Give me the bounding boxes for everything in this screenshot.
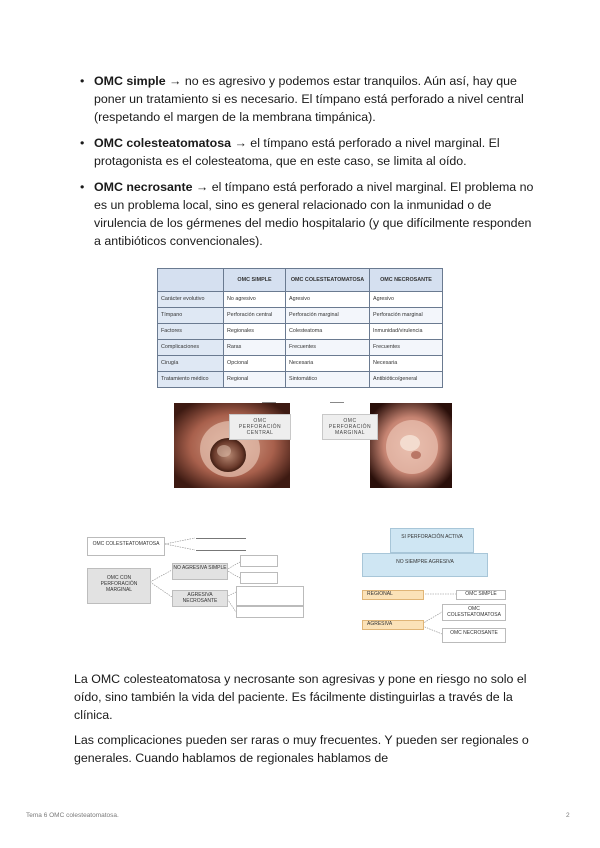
- table-cell: Inmunidad/virulencia: [370, 324, 443, 340]
- diagram-box-simple: NO AGRESIVA SIMPLE: [172, 563, 228, 580]
- table-cell: No agresivo: [224, 292, 286, 308]
- table-cell: Perforación marginal: [370, 308, 443, 324]
- table-header-cell: OMC SIMPLE: [224, 269, 286, 292]
- table-header-cell: OMC NECROSANTE: [370, 269, 443, 292]
- table-cell: Perforación marginal: [286, 308, 370, 324]
- bullet-icon: •: [80, 74, 85, 88]
- photo-label-central: OMC PERFORACIÓN CENTRAL: [229, 414, 291, 440]
- table-row-header: Complicaciones: [158, 340, 224, 356]
- diagram-box-marginal: OMC CON PERFORACIÓN MARGINAL: [87, 568, 151, 604]
- paragraph-agresivas: La OMC colesteatomatosa y necrosante son agresivas y pone en riesgo no solo el oído, sino también la vida del paciente. Es fácilmente distinguirlas a través de la clínica.: [74, 672, 527, 722]
- table-cell: Agresivo: [370, 292, 443, 308]
- table-row-header: Factores: [158, 324, 224, 340]
- table-cell: Sintomático: [286, 372, 370, 388]
- table-cell: Perforación central: [224, 308, 286, 324]
- page-number: 2: [566, 812, 570, 819]
- table-cell: Frecuentes: [286, 340, 370, 356]
- diagram-box-omc-simple: OMC SIMPLE: [456, 590, 506, 600]
- table-cell: Raras: [224, 340, 286, 356]
- diagram-box-agresiva: AGRESIVA: [362, 620, 424, 630]
- bullet-icon: •: [80, 136, 85, 150]
- table-cell: Colesteatoma: [286, 324, 370, 340]
- paragraph-complicaciones: Las complicaciones pueden ser raras o muy frecuentes. Y pueden ser regionales o generales. Cuando hablamos de regionales hablamos de: [74, 733, 529, 765]
- diagram-box-no-siempre-agresiva: NO SIEMPRE AGRESIVA: [362, 553, 488, 577]
- diagram-box-necrosante: AGRESIVA NECROSANTE: [172, 590, 228, 607]
- desc-omc-necrosante: → el tímpano está perforado a nivel marginal. El problema no es un problema local, sino es general relacionado con la inmunidad o de virulencia de los gérmenes del medio hospitalario (y que difícilmente responden a antibióticos convencionales).: [94, 180, 534, 248]
- bullet-icon: •: [80, 180, 85, 194]
- diagram-box-regional: REGIONAL: [362, 590, 424, 600]
- table-cell: Regional: [224, 372, 286, 388]
- term-omc-simple: OMC simple: [94, 74, 166, 88]
- table-row-header: Carácter evolutivo: [158, 292, 224, 308]
- table-cell: Frecuentes: [370, 340, 443, 356]
- table-cell: Agresivo: [286, 292, 370, 308]
- table-cell: Opcional: [224, 356, 286, 372]
- table-cell: Necesaria: [286, 356, 370, 372]
- desc-omc-colesteatomatosa: → el tímpano está perforado a nivel marginal. El protagonista es el colesteatoma, que en este caso, se limita al oído.: [94, 136, 500, 168]
- table-cell: Antibiótico/general: [370, 372, 443, 388]
- desc-omc-simple: → no es agresivo y podemos estar tranquilos. Aún así, hay que poner un tratamiento si es necesario. El tímpano está perforado a nivel central (respetando el margen de la membrana timpánica).: [94, 74, 524, 124]
- table-cell: Regionales: [224, 324, 286, 340]
- term-omc-necrosante: OMC necrosante: [94, 180, 193, 194]
- diagram-box-colesteatomatosa: OMC COLESTEATOMATOSA: [87, 537, 165, 556]
- table-row-header: Cirugía: [158, 356, 224, 372]
- table-row-header: Tratamiento médico: [158, 372, 224, 388]
- diagram-box-omc-colesteatomatosa: OMC COLESTEATOMATOSA: [442, 604, 506, 621]
- table-cell: Necesaria: [370, 356, 443, 372]
- diagram-box-perforacion-activa: SI PERFORACIÓN ACTIVA: [390, 528, 474, 553]
- footer-title: Tema 6 OMC colesteatomatosa.: [26, 812, 119, 819]
- table-header-cell: OMC COLESTEATOMATOSA: [286, 269, 370, 292]
- table-row-header: Tímpano: [158, 308, 224, 324]
- photo-label-marginal: OMC PERFORACIÓN MARGINAL: [322, 414, 378, 440]
- term-omc-colesteatomatosa: OMC colesteatomatosa: [94, 136, 232, 150]
- diagram-box-omc-necrosante: OMC NECROSANTE: [442, 628, 506, 643]
